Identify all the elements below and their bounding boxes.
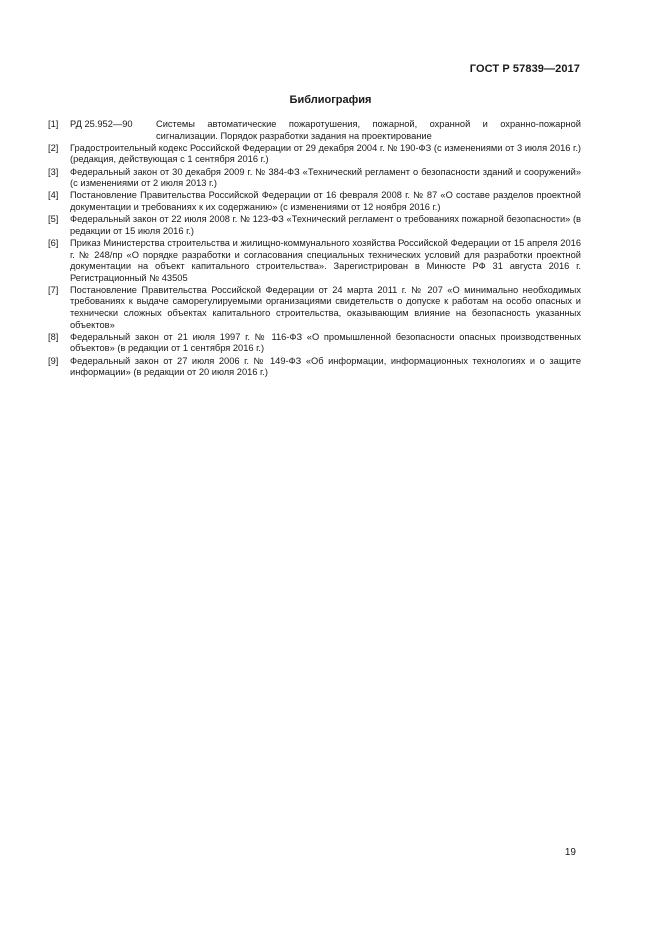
page-number: 19 xyxy=(564,847,576,858)
entry-text: Федеральный закон от 22 июля 2008 г. № 123-ФЗ «Технический регламент о требованиях пожарной безопасности» (в редакции от 15 июля 2016 г.) xyxy=(70,214,581,236)
bibliography-entry-4 xyxy=(48,190,581,213)
bibliography-entry-5 xyxy=(48,214,581,237)
entry-number: [8] xyxy=(48,331,59,342)
entry-number: [2] xyxy=(48,142,59,153)
bibliography-entry-3 xyxy=(48,167,581,190)
entry-number: [1] xyxy=(48,119,59,129)
standard-code-header: ГОСТ Р 57839—2017 xyxy=(469,63,580,75)
entry-number: [6] xyxy=(48,237,59,248)
bibliography-entry-2 xyxy=(48,143,581,166)
entry-text: Федеральный закон от 30 декабря 2009 г. № 384-ФЗ «Технический регламент о безопасности зданий и сооружений» (с изменениями от 2 июля 2013 г.) xyxy=(70,166,581,189)
entry-text: Системы автоматические пожаротушения, пожарной, охранной и охранно-пожарной сигнализации. Порядок разработки задания на проектирование xyxy=(156,119,581,141)
entry-text: Федеральный закон от 21 июля 1997 г. № 116-ФЗ «О промышленной безопасности опасных производственных объектов» (в редакции от 1 сентября 2016 г.) xyxy=(70,331,581,354)
bibliography-entry-8 xyxy=(48,332,581,355)
entry-text: Приказ Министерства строительства и жилищно-коммунального хозяйства Российской Федерации от 15 апреля 2016 г. № 248/пр «О порядке разработки и согласования специальных технических условий для разработки проектной документации на объект капитального строительства». Зарегистрирован в Минюсте РФ 31 августа 2016 г. Регистрационный № 43505 xyxy=(70,237,581,283)
entry-number: [4] xyxy=(48,190,59,201)
entry-number: [5] xyxy=(48,214,59,225)
entry-text: Федеральный закон от 27 июля 2006 г. № 149-ФЗ «Об информации, информационных технологиях и о защите информации» (в редакции от 20 июля 2016 г.) xyxy=(70,355,581,378)
entry-number: [7] xyxy=(48,284,59,295)
bibliography-entry-9 xyxy=(48,356,581,379)
bibliography-title: Библиография xyxy=(289,94,372,106)
bibliography-entry-6 xyxy=(48,238,581,284)
bibliography-entry-7 xyxy=(48,285,581,331)
bibliography-entry-1 xyxy=(48,119,581,142)
bibliography-list xyxy=(48,119,581,379)
entry-number: [3] xyxy=(48,166,59,177)
entry-document-code: РД 25.952—90 xyxy=(70,119,133,129)
entry-text: Градостроительный кодекс Российской Федерации от 29 декабря 2004 г. № 190-ФЗ (с изменениями от 3 июля 2016 г.) (редакция, действующая с 1 сентября 2016 г.) xyxy=(70,142,581,165)
entry-text: Постановление Правительства Российской Федерации от 24 марта 2011 г. № 207 «О минимально необходимых требованиях к выдаче саморегулируемыми организациями свидетельств о допуске к работам на особо опасных и технически сложных объектах капитального строительства, оказывающим влияние на безопасность указанных объектов» xyxy=(70,284,581,330)
entry-body xyxy=(70,119,581,142)
entry-number: [9] xyxy=(48,355,59,366)
entry-text: Постановление Правительства Российской Федерации от 16 февраля 2008 г. № 87 «О составе разделов проектной документации и требованиях к их содержанию» (с изменениями от 12 ноября 2016 г.) xyxy=(70,190,581,212)
